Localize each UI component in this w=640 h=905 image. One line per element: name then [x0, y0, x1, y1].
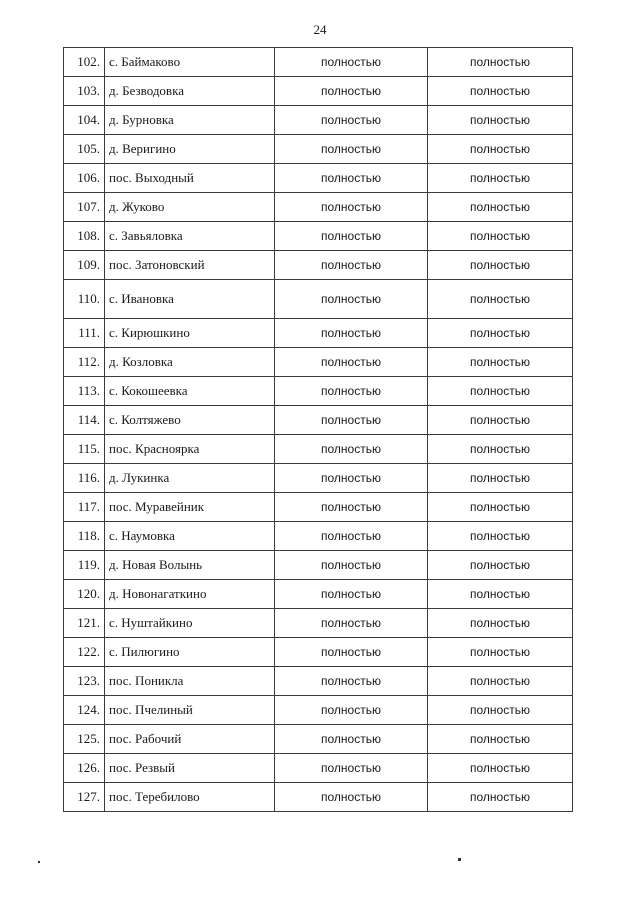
coverage-value-a: полностью [275, 638, 428, 667]
row-number: 118. [64, 522, 105, 551]
coverage-value-b: полностью [428, 193, 573, 222]
table-row [64, 667, 573, 696]
coverage-value-b: полностью [428, 551, 573, 580]
row-number: 114. [64, 406, 105, 435]
settlement-name: пос. Резвый [105, 754, 275, 783]
coverage-value-a: полностью [275, 77, 428, 106]
table-row [64, 193, 573, 222]
settlement-name: д. Новонагаткино [105, 580, 275, 609]
settlement-name: д. Безводовка [105, 77, 275, 106]
row-number: 119. [64, 551, 105, 580]
settlement-name: д. Веригино [105, 135, 275, 164]
settlement-name: с. Колтяжево [105, 406, 275, 435]
table-row [64, 77, 573, 106]
coverage-value-a: полностью [275, 696, 428, 725]
row-number: 115. [64, 435, 105, 464]
coverage-value-a: полностью [275, 348, 428, 377]
settlement-name: с. Пилюгино [105, 638, 275, 667]
coverage-value-a: полностью [275, 319, 428, 348]
table-row [64, 280, 573, 319]
coverage-value-a: полностью [275, 164, 428, 193]
row-number: 104. [64, 106, 105, 135]
table-row [64, 522, 573, 551]
coverage-value-b: полностью [428, 783, 573, 812]
table-row [64, 164, 573, 193]
coverage-value-b: полностью [428, 377, 573, 406]
coverage-value-a: полностью [275, 135, 428, 164]
coverage-value-b: полностью [428, 48, 573, 77]
coverage-value-a: полностью [275, 783, 428, 812]
settlement-name: с. Наумовка [105, 522, 275, 551]
coverage-value-a: полностью [275, 280, 428, 319]
table-row [64, 222, 573, 251]
coverage-value-a: полностью [275, 667, 428, 696]
coverage-value-a: полностью [275, 251, 428, 280]
coverage-value-a: полностью [275, 222, 428, 251]
row-number: 113. [64, 377, 105, 406]
row-number: 102. [64, 48, 105, 77]
coverage-value-b: полностью [428, 609, 573, 638]
settlement-name: с. Кокошеевка [105, 377, 275, 406]
table-row [64, 406, 573, 435]
coverage-value-b: полностью [428, 754, 573, 783]
coverage-value-b: полностью [428, 725, 573, 754]
coverage-value-b: полностью [428, 222, 573, 251]
settlement-name: д. Лукинка [105, 464, 275, 493]
table-row [64, 319, 573, 348]
table-row [64, 638, 573, 667]
settlement-name: д. Жуково [105, 193, 275, 222]
coverage-value-b: полностью [428, 164, 573, 193]
table-row [64, 435, 573, 464]
coverage-value-b: полностью [428, 348, 573, 377]
row-number: 123. [64, 667, 105, 696]
row-number: 110. [64, 280, 105, 319]
table-row [64, 135, 573, 164]
coverage-value-b: полностью [428, 638, 573, 667]
settlement-name: пос. Муравейник [105, 493, 275, 522]
settlement-name: д. Новая Волынь [105, 551, 275, 580]
settlement-name: с. Нуштайкино [105, 609, 275, 638]
coverage-value-b: полностью [428, 319, 573, 348]
coverage-value-b: полностью [428, 135, 573, 164]
coverage-value-a: полностью [275, 435, 428, 464]
settlement-name: пос. Поникла [105, 667, 275, 696]
table-row [64, 106, 573, 135]
coverage-value-a: полностью [275, 464, 428, 493]
row-number: 120. [64, 580, 105, 609]
coverage-value-a: полностью [275, 106, 428, 135]
coverage-value-a: полностью [275, 754, 428, 783]
scan-speck [38, 861, 40, 863]
coverage-value-a: полностью [275, 48, 428, 77]
coverage-value-b: полностью [428, 435, 573, 464]
table-row [64, 551, 573, 580]
row-number: 109. [64, 251, 105, 280]
coverage-value-a: полностью [275, 193, 428, 222]
settlement-name: с. Баймаково [105, 48, 275, 77]
table-row [64, 48, 573, 77]
table-row [64, 377, 573, 406]
settlement-name: пос. Теребилово [105, 783, 275, 812]
row-number: 124. [64, 696, 105, 725]
table-row [64, 348, 573, 377]
coverage-value-b: полностью [428, 696, 573, 725]
table-row [64, 696, 573, 725]
row-number: 108. [64, 222, 105, 251]
table-row [64, 251, 573, 280]
row-number: 122. [64, 638, 105, 667]
row-number: 111. [64, 319, 105, 348]
coverage-value-b: полностью [428, 77, 573, 106]
coverage-value-b: полностью [428, 406, 573, 435]
row-number: 103. [64, 77, 105, 106]
row-number: 127. [64, 783, 105, 812]
table-row [64, 754, 573, 783]
settlements-table [63, 47, 573, 812]
coverage-value-a: полностью [275, 377, 428, 406]
settlement-name: пос. Затоновский [105, 251, 275, 280]
row-number: 107. [64, 193, 105, 222]
table-row [64, 580, 573, 609]
table-row [64, 725, 573, 754]
coverage-value-b: полностью [428, 667, 573, 696]
coverage-value-b: полностью [428, 251, 573, 280]
settlement-name: д. Козловка [105, 348, 275, 377]
settlement-name: с. Завьяловка [105, 222, 275, 251]
coverage-value-a: полностью [275, 609, 428, 638]
settlement-name: с. Кирюшкино [105, 319, 275, 348]
coverage-value-a: полностью [275, 493, 428, 522]
row-number: 125. [64, 725, 105, 754]
settlement-name: с. Ивановка [105, 280, 275, 319]
table-row [64, 464, 573, 493]
coverage-value-b: полностью [428, 280, 573, 319]
coverage-value-b: полностью [428, 522, 573, 551]
table-row [64, 609, 573, 638]
row-number: 117. [64, 493, 105, 522]
settlement-name: пос. Красноярка [105, 435, 275, 464]
coverage-value-b: полностью [428, 493, 573, 522]
page-number: 24 [313, 22, 327, 37]
coverage-value-b: полностью [428, 106, 573, 135]
coverage-value-b: полностью [428, 580, 573, 609]
settlement-name: пос. Выходный [105, 164, 275, 193]
row-number: 106. [64, 164, 105, 193]
row-number: 121. [64, 609, 105, 638]
coverage-value-a: полностью [275, 406, 428, 435]
settlement-name: пос. Рабочий [105, 725, 275, 754]
settlement-name: пос. Пчелиный [105, 696, 275, 725]
coverage-value-b: полностью [428, 464, 573, 493]
coverage-value-a: полностью [275, 551, 428, 580]
table-row [64, 783, 573, 812]
row-number: 112. [64, 348, 105, 377]
row-number: 126. [64, 754, 105, 783]
row-number: 116. [64, 464, 105, 493]
settlement-name: д. Бурновка [105, 106, 275, 135]
row-number: 105. [64, 135, 105, 164]
coverage-value-a: полностью [275, 580, 428, 609]
coverage-value-a: полностью [275, 725, 428, 754]
scan-speck [458, 858, 461, 861]
table-row [64, 493, 573, 522]
coverage-value-a: полностью [275, 522, 428, 551]
